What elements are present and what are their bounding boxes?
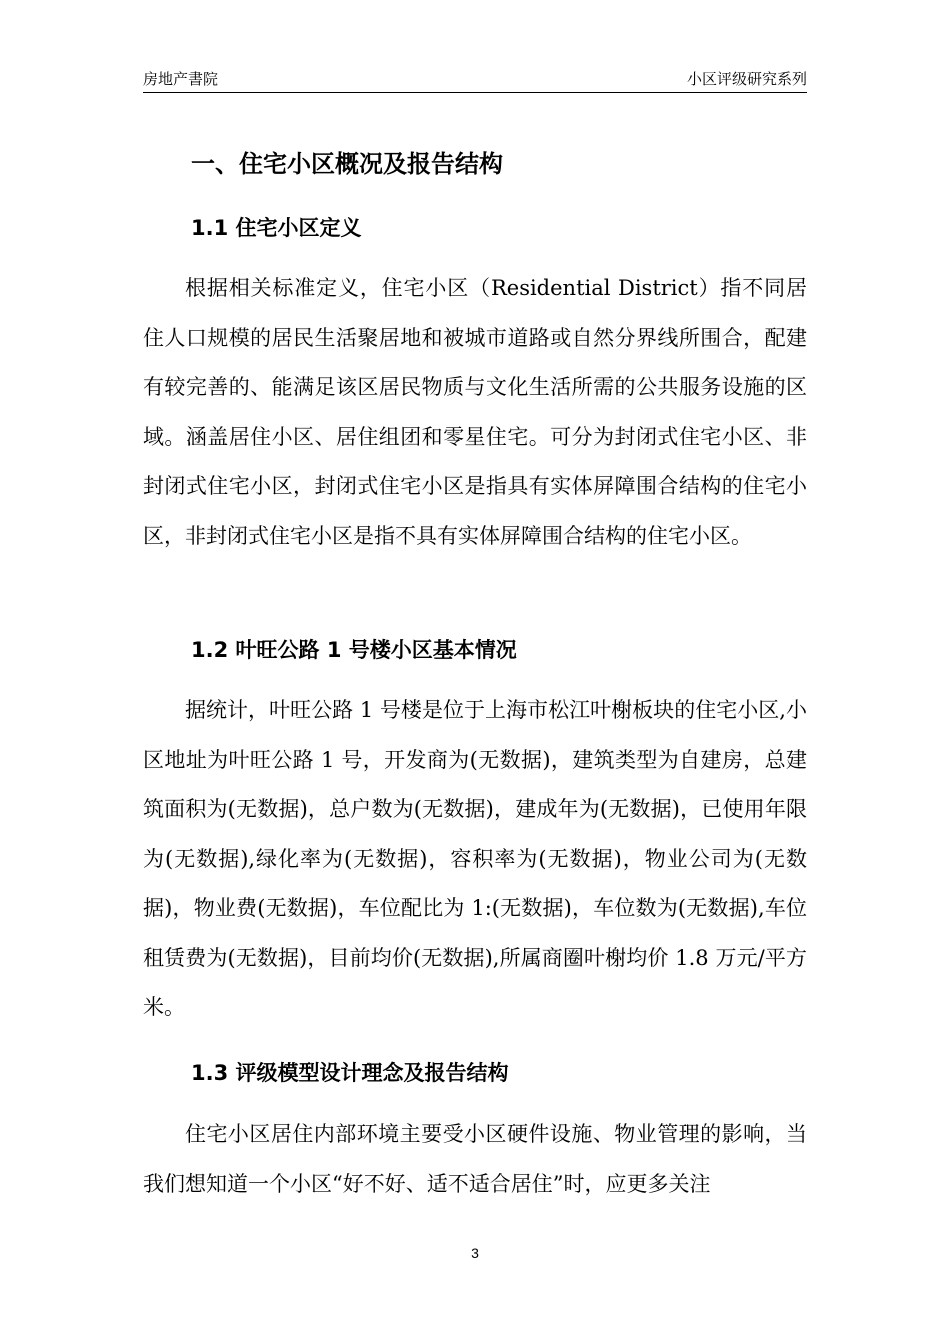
subsection-heading-1-2: 1.2 叶旺公路 1 号楼小区基本情况 (191, 638, 517, 662)
page-number: 3 (471, 1245, 479, 1261)
paragraph-definition: 根据相关标准定义，住宅小区（Residential District）指不同居住人口规模的居民生活聚居地和被城市道路或自然分界线所围合，配建有较完善的、能满足该区居民物质与文化生活所需的公共服务设施的区域。涵盖居住小区、居住组团和零星住宅。可分为封闭式住宅小区、非封闭式住宅小区，封闭式住宅小区是指具有实体屏障围合结构的住宅小区，非封闭式住宅小区是指不具有实体屏障围合结构的住宅小区。 (143, 276, 807, 548)
subsection-heading-1-3: 1.3 评级模型设计理念及报告结构 (191, 1061, 509, 1085)
paragraph-basic-info: 据统计，叶旺公路 1 号楼是位于上海市松江叶榭板块的住宅小区,小区地址为叶旺公路 1 号，开发商为(无数据)，建筑类型为自建房，总建筑面积为(无数据)，总户数为(无数据)，建成年为(无数据)，已使用年限为(无数据),绿化率为(无数据)，容积率为(无数据)，物业公司为(无数据)，物业费(无数据)，车位配比为 1:(无数据)，车位数为(无数据),车位租赁费为(无数据)，目前均价(无数据),所属商圈叶榭均价 1.8 万元/平方米。 (143, 698, 807, 1019)
page-header (143, 64, 807, 93)
header-series-title: 小区评级研究系列 (686, 70, 807, 88)
section-heading: 一、住宅小区概况及报告结构 (191, 150, 503, 178)
paragraph-model-design: 住宅小区居住内部环境主要受小区硬件设施、物业管理的影响，当我们想知道一个小区“好不好、适不适合居住”时，应更多关注 (143, 1122, 807, 1196)
subsection-heading-1-1: 1.1 住宅小区定义 (191, 216, 362, 240)
header-publisher: 房地产書院 (143, 70, 219, 88)
